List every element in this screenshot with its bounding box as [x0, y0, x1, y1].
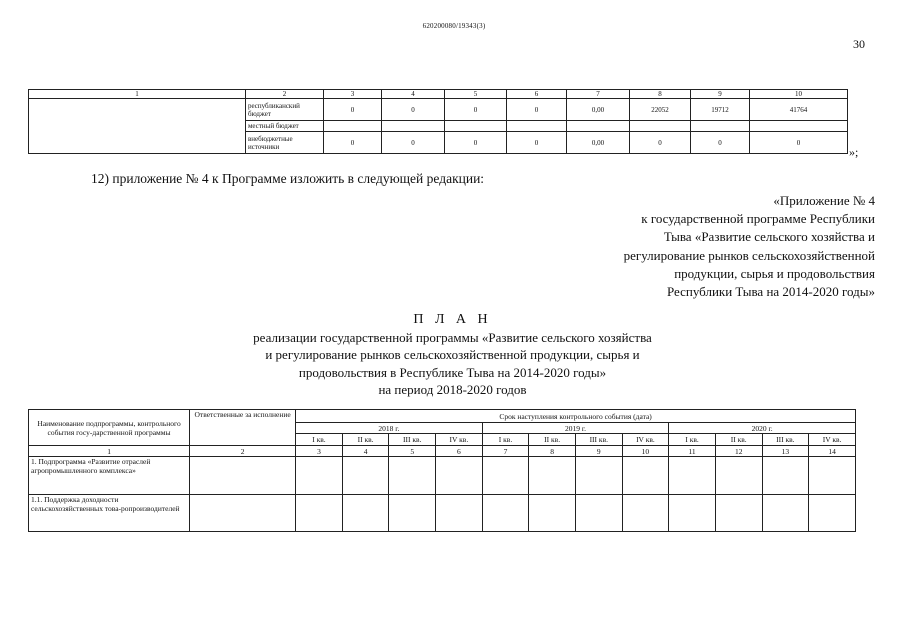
table-cell: 0 [382, 99, 445, 121]
col-number: 2 [190, 446, 296, 457]
table-cell [567, 121, 630, 132]
table-cell [762, 495, 809, 532]
table-cell [809, 457, 856, 495]
col-number: 14 [809, 446, 856, 457]
col-number: 7 [482, 446, 529, 457]
table-cell [296, 457, 343, 495]
quarter-header: I кв. [669, 434, 716, 446]
table-cell [715, 495, 762, 532]
quarter-header: IV кв. [622, 434, 669, 446]
table-cell [482, 457, 529, 495]
annex-line: Тыва «Развитие сельского хозяйства и [663, 229, 875, 245]
plan-subtitle-line: продовольствия в Республике Тыва на 2014-2020 годы» [298, 364, 607, 380]
table-cell [750, 121, 848, 132]
quarter-header: II кв. [529, 434, 576, 446]
plan-table [28, 409, 856, 532]
col-number: 9 [691, 90, 750, 99]
quarter-header: I кв. [482, 434, 529, 446]
table-cell [382, 121, 445, 132]
closing-quote: »; [849, 145, 859, 159]
row-label: 1. Подпрограмма «Развитие отраслей агропромышленного комплекса» [29, 457, 190, 495]
col-number: 4 [342, 446, 389, 457]
col-number: 1 [29, 90, 246, 99]
table-cell [389, 495, 436, 532]
subprogram-header: Наименование подпрограммы, контрольного события госу-дарственной программы [29, 410, 190, 446]
plan-header-row [29, 410, 856, 423]
table-cell [762, 457, 809, 495]
col-number: 9 [575, 446, 622, 457]
col-number: 10 [622, 446, 669, 457]
annex-line: регулирование рынков сельскохозяйственной [623, 247, 875, 263]
table-cell: 0 [382, 132, 445, 154]
table-cell [669, 457, 716, 495]
annex-line: «Приложение № 4 [773, 193, 875, 208]
table-cell [296, 495, 343, 532]
quarter-header: I кв. [296, 434, 343, 446]
col-number: 5 [389, 446, 436, 457]
table-cell [575, 457, 622, 495]
quarter-header: IV кв. [436, 434, 483, 446]
row-label: местный бюджет [246, 121, 324, 132]
annex-line: Республики Тыва на 2014-2020 годы» [666, 284, 875, 300]
quarter-header: III кв. [575, 434, 622, 446]
table-cell [482, 495, 529, 532]
annex-line: продукции, сырья и продовольствия [674, 265, 875, 281]
col-number: 3 [296, 446, 343, 457]
table-cell [622, 495, 669, 532]
table-cell: 0 [324, 132, 382, 154]
table-cell: 22052 [630, 99, 691, 121]
table-cell [669, 495, 716, 532]
col-number: 1 [29, 446, 190, 457]
page-number: 30 [853, 37, 865, 51]
annex-heading [560, 192, 875, 301]
budget-header-row [29, 90, 848, 99]
table-cell: 0 [445, 132, 507, 154]
table-cell: 0 [691, 132, 750, 154]
table-cell [809, 495, 856, 532]
quarter-header: III кв. [389, 434, 436, 446]
period-header: Срок наступления контрольного события (дата) [296, 410, 856, 423]
col-number: 8 [630, 90, 691, 99]
table-cell [575, 495, 622, 532]
quarter-header: II кв. [342, 434, 389, 446]
col-number: 13 [762, 446, 809, 457]
table-cell [436, 457, 483, 495]
table-cell [190, 457, 296, 495]
table-cell [342, 495, 389, 532]
table-cell [630, 121, 691, 132]
row-label: внебюджетные источники [246, 132, 324, 154]
responsible-header: Ответственные за исполнение [190, 410, 296, 446]
col-number: 10 [750, 90, 848, 99]
table-cell [342, 457, 389, 495]
table-row [29, 495, 856, 532]
col-number: 2 [246, 90, 324, 99]
table-cell [190, 495, 296, 532]
col-number: 8 [529, 446, 576, 457]
table-cell [324, 121, 382, 132]
table-cell: 0 [324, 99, 382, 121]
empty-cell [29, 99, 246, 154]
table-cell [445, 121, 507, 132]
plan-subtitle-line: на период 2018-2020 годов [378, 382, 527, 397]
year-header: 2018 г. [296, 423, 483, 434]
plan-subtitle-line: и регулирование рынков сельскохозяйственной продукции, сырья и [265, 347, 640, 362]
col-number: 6 [436, 446, 483, 457]
table-cell: 0 [507, 132, 567, 154]
year-header: 2020 г. [669, 423, 856, 434]
table-cell: 19712 [691, 99, 750, 121]
table-cell: 0 [507, 99, 567, 121]
quarter-header: IV кв. [809, 434, 856, 446]
intro-text: 12) приложение № 4 к Программе изложить в следующей редакции: [91, 171, 485, 186]
table-cell [622, 457, 669, 495]
table-cell [529, 457, 576, 495]
annex-line: к государственной программе Республики [641, 211, 875, 227]
table-cell: 0,00 [567, 99, 630, 121]
table-cell: 0 [750, 132, 848, 154]
plan-title-block [120, 311, 785, 399]
document-id: 620200080/19343(3) [422, 22, 486, 30]
col-number: 11 [669, 446, 716, 457]
budget-table [28, 89, 848, 154]
quarter-header: II кв. [715, 434, 762, 446]
table-row [29, 457, 856, 495]
table-cell [507, 121, 567, 132]
col-number: 3 [324, 90, 382, 99]
col-number: 7 [567, 90, 630, 99]
plan-subtitle-line: реализации государственной программы «Развитие сельского хозяйства [253, 329, 652, 345]
year-header: 2019 г. [482, 423, 669, 434]
table-cell: 0,00 [567, 132, 630, 154]
table-cell: 0 [630, 132, 691, 154]
table-cell [715, 457, 762, 495]
column-number-row [29, 446, 856, 457]
col-number: 6 [507, 90, 567, 99]
quarter-header: III кв. [762, 434, 809, 446]
col-number: 12 [715, 446, 762, 457]
col-number: 5 [445, 90, 507, 99]
row-label: республиканский бюджет [246, 99, 324, 121]
table-cell: 41764 [750, 99, 848, 121]
row-label: 1.1. Поддержка доходности сельскохозяйственных това-ропроизводителей [29, 495, 190, 532]
table-cell [529, 495, 576, 532]
table-cell [389, 457, 436, 495]
plan-title: П Л А Н [413, 312, 492, 327]
table-row [29, 99, 848, 121]
col-number: 4 [382, 90, 445, 99]
table-cell [436, 495, 483, 532]
table-cell [691, 121, 750, 132]
table-cell: 0 [445, 99, 507, 121]
